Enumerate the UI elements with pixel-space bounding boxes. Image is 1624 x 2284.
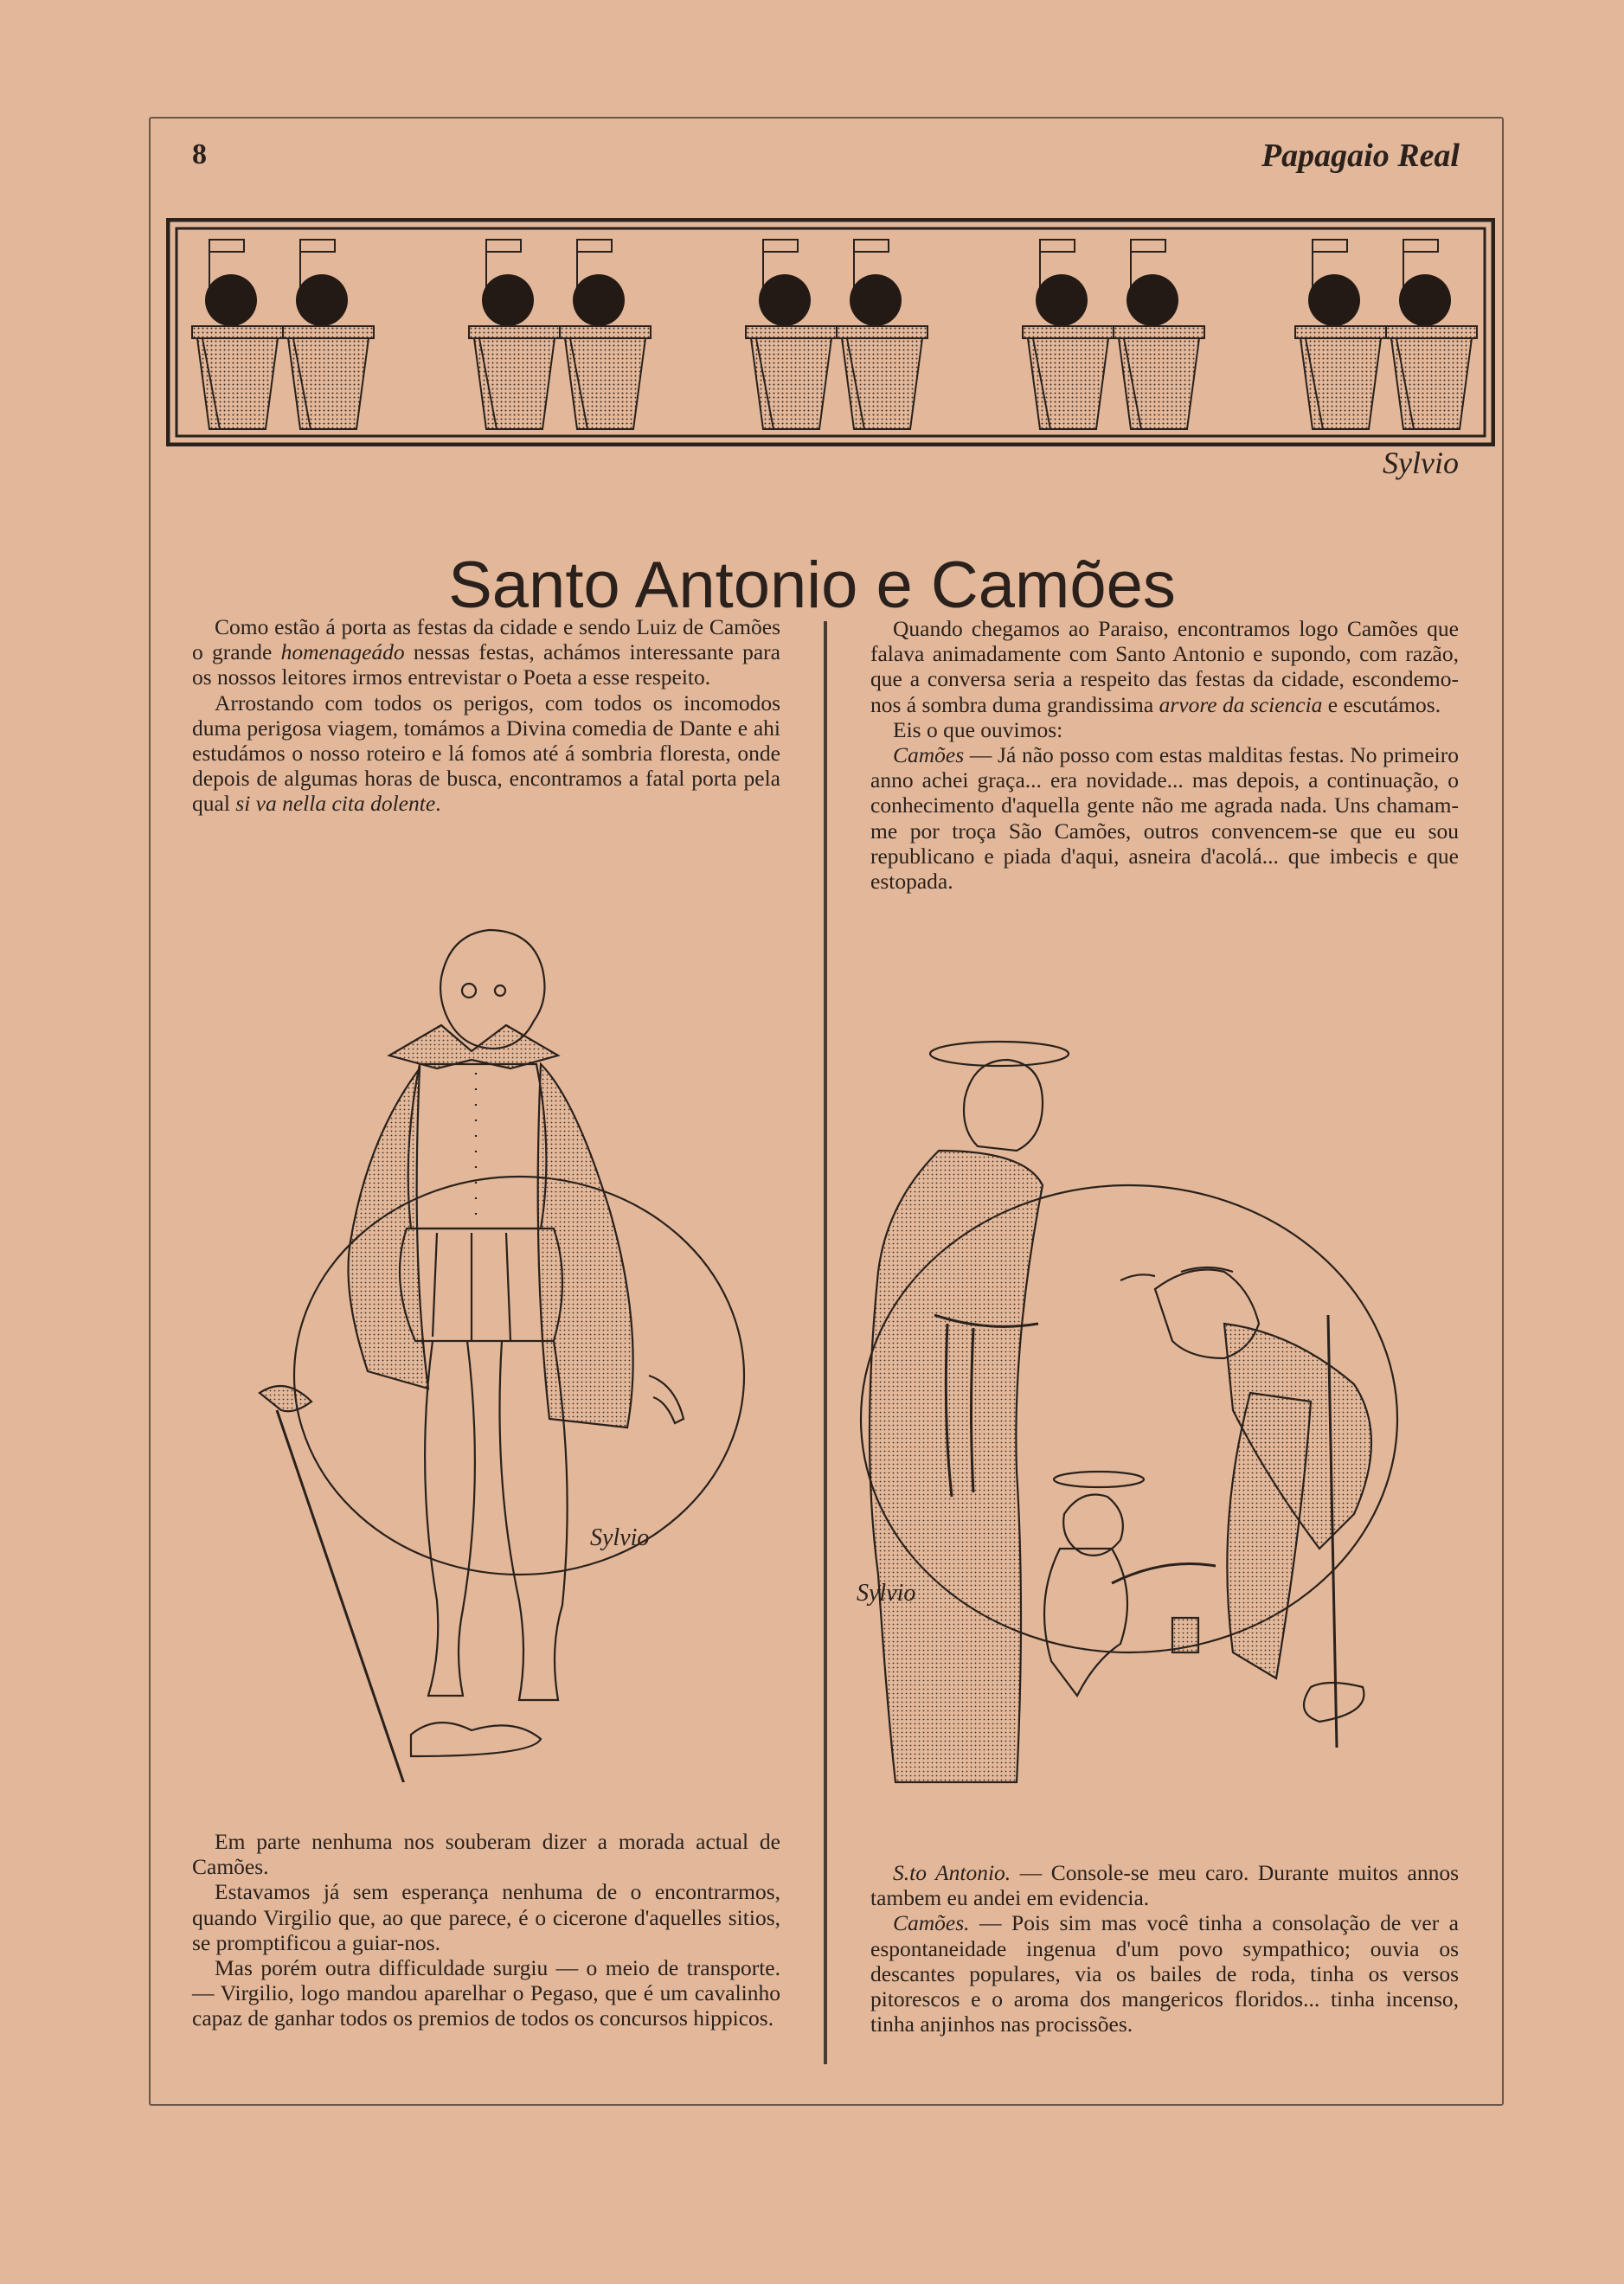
paragraph: Arrostando com todos os perigos, com todos os incomodos duma perigosa viagem, tomámos a Divina comedia de Dante e ahi estudámos o nosso roteiro e lá fomos até á sombria floresta, onde depois de algumas horas de busca, encontramos a fatal porta pela qual si va nella cita dolente. (192, 690, 780, 817)
paragraph: Camões. — Pois sim mas você tinha a consolação de ver a espontaneidade ingenua d'um povo sympathico; ouvia os descantes populares, via os bailes de roda, tinha os versos pitorescos e o aroma dos mangericos floridos... tinha incenso, tinha anjinhos nas procissões. (870, 1910, 1459, 2037)
paragraph: Em parte nenhuma nos souberam dizer a morada actual de Camões. (192, 1829, 780, 1880)
paragraph: Como estão á porta as festas da cidade e sendo Luiz de Camões o grande homenageádo nessas festas, achámos interessante para os nossos leitores irmos entrevistar o Poeta a esse respeito. (192, 614, 780, 690)
paragraph: Eis o que ouvimos: (893, 716, 1063, 742)
flower-pot-icon (1114, 240, 1204, 429)
paragraph: S.to Antonio. — Console-se meu caro. Durante muitos annos tambem eu andei em evidencia. (870, 1860, 1459, 1911)
masthead-name: Papagaio Real (1261, 138, 1460, 174)
flower-pot-icon (1386, 240, 1477, 429)
santo-antonio-camoes-illustration (844, 1030, 1492, 1825)
paragraph: Camões — Já não posso com estas malditas festas. No primeiro anno achei graça... era novidade... mas depois, a continuação, o conhecimento d'aquella gente não me agrada nada. Uns chamam-me por troça São Camões, outros convencem-se que eu sou republicano e piada d'aqui, asneira d'acolá... que imbecis e que estopada. (870, 742, 1459, 895)
paragraph: Quando chegamos ao Paraiso, encontramos logo Camões que falava animadamente com Santo Antonio e supondo, com razão, que a conversa seria a respeito das festas da cidade, escondemo-nos á sombra duma grandissima arvore da sciencia e escutámos. (870, 616, 1459, 717)
right-illustration-signature: Sylvio (857, 1580, 916, 1607)
right-column-dialogue (870, 1860, 1459, 2037)
flower-pot-icon (560, 240, 651, 429)
left-column-intro (192, 614, 780, 817)
right-column-intro (870, 616, 1459, 894)
flower-pot-icon (1295, 240, 1386, 429)
article-title: Santo Antonio e Camões (448, 548, 1176, 622)
flower-pot-icon (192, 240, 283, 429)
paragraph: Mas porém outra difficuldade surgiu — o meio de transporte. — Virgilio, logo mandou aparelhar o Pegaso, que é um cavalinho capaz de ganhar todos os premios de todos os concursos hippicos. (192, 1955, 780, 2031)
left-column-continuation (192, 1829, 780, 2031)
decorative-banner (166, 218, 1495, 446)
flower-pot-icon (283, 240, 374, 429)
flower-pot-icon (837, 240, 928, 429)
paragraph: Estavamos já sem esperança nenhuma de o encontrarmos, quando Virgilio que, ao que parece, é o cicerone d'aquelles sitios, se promptificou a guiar-nos. (192, 1879, 780, 1955)
flower-pot-icon (746, 240, 837, 429)
flower-pot-icon (469, 240, 560, 429)
column-divider (824, 621, 827, 2064)
camoes-illustration (242, 908, 753, 1782)
flower-pot-icon (1023, 240, 1114, 429)
left-illustration-signature: Sylvio (590, 1524, 650, 1551)
page-number: 8 (192, 138, 207, 170)
banner-signature: Sylvio (1383, 446, 1459, 480)
